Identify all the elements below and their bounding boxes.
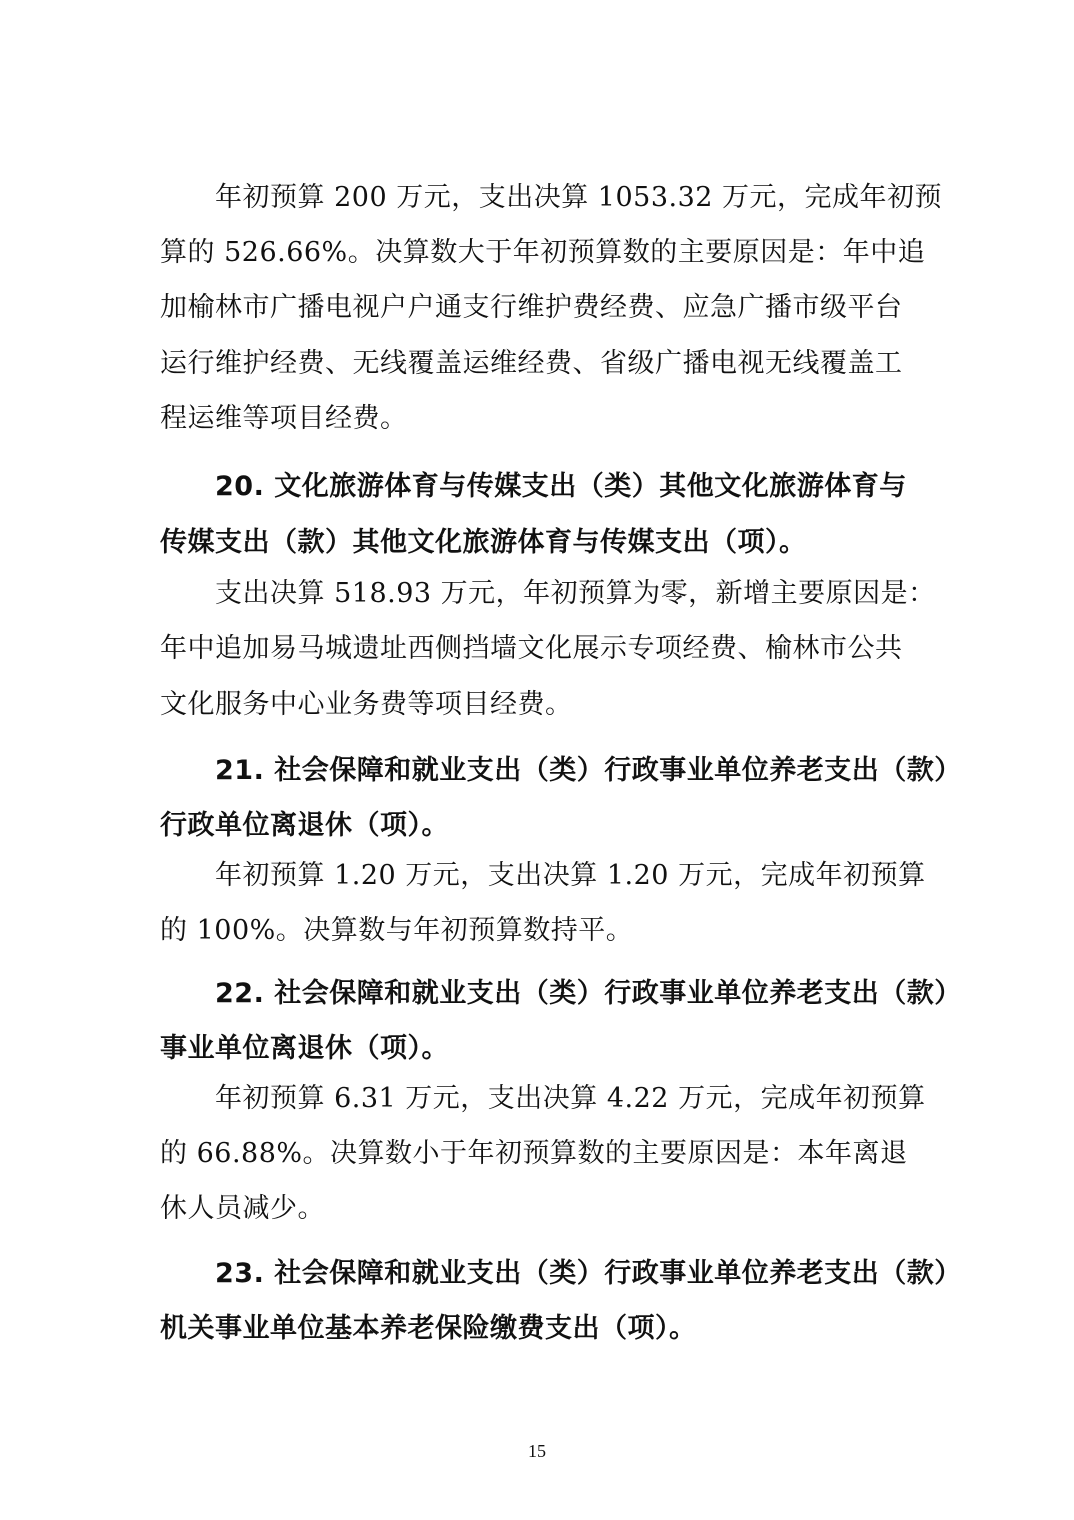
heading-22-line-2: 事业单位离退休（项）。 bbox=[160, 1033, 449, 1064]
heading-21-line-2: 行政单位离退休（项）。 bbox=[160, 810, 449, 841]
heading-23-line-1: 23. 社会保障和就业支出（类）行政事业单位养老支出（款） bbox=[215, 1258, 962, 1289]
paragraph-20-line-2: 年中追加易马城遗址西侧挡墙文化展示专项经费、榆林市公共 bbox=[160, 633, 903, 664]
paragraph-20-line-3: 文化服务中心业务费等项目经费。 bbox=[160, 689, 573, 720]
paragraph-21-line-2: 的 100%。决算数与年初预算数持平。 bbox=[160, 915, 634, 946]
paragraph-1-line-4: 运行维护经费、无线覆盖运维经费、省级广播电视无线覆盖工 bbox=[160, 348, 903, 379]
paragraph-1-line-5: 程运维等项目经费。 bbox=[160, 403, 408, 434]
paragraph-1-line-3: 加榆林市广播电视户户通支行维护费经费、应急广播市级平台 bbox=[160, 292, 903, 323]
heading-21-line-1: 21. 社会保障和就业支出（类）行政事业单位养老支出（款） bbox=[215, 755, 962, 786]
heading-20-line-1: 20. 文化旅游体育与传媒支出（类）其他文化旅游体育与 bbox=[215, 471, 907, 502]
paragraph-20-line-1: 支出决算 518.93 万元，年初预算为零，新增主要原因是： bbox=[215, 578, 936, 609]
paragraph-22-line-3: 休人员减少。 bbox=[160, 1193, 325, 1224]
heading-20-line-2: 传媒支出（款）其他文化旅游体育与传媒支出（项）。 bbox=[160, 527, 807, 558]
heading-23-line-2: 机关事业单位基本养老保险缴费支出（项）。 bbox=[160, 1313, 697, 1344]
paragraph-1-line-2: 算的 526.66%。决算数大于年初预算数的主要原因是：年中追 bbox=[160, 237, 926, 268]
page-number: 15 bbox=[528, 1441, 546, 1461]
heading-22-line-1: 22. 社会保障和就业支出（类）行政事业单位养老支出（款） bbox=[215, 978, 962, 1009]
paragraph-22-line-1: 年初预算 6.31 万元，支出决算 4.22 万元，完成年初预算 bbox=[215, 1083, 926, 1114]
paragraph-22-line-2: 的 66.88%。决算数小于年初预算数的主要原因是：本年离退 bbox=[160, 1138, 908, 1169]
paragraph-21-line-1: 年初预算 1.20 万元，支出决算 1.20 万元，完成年初预算 bbox=[215, 860, 926, 891]
paragraph-1-line-1: 年初预算 200 万元，支出决算 1053.32 万元，完成年初预 bbox=[215, 182, 943, 213]
